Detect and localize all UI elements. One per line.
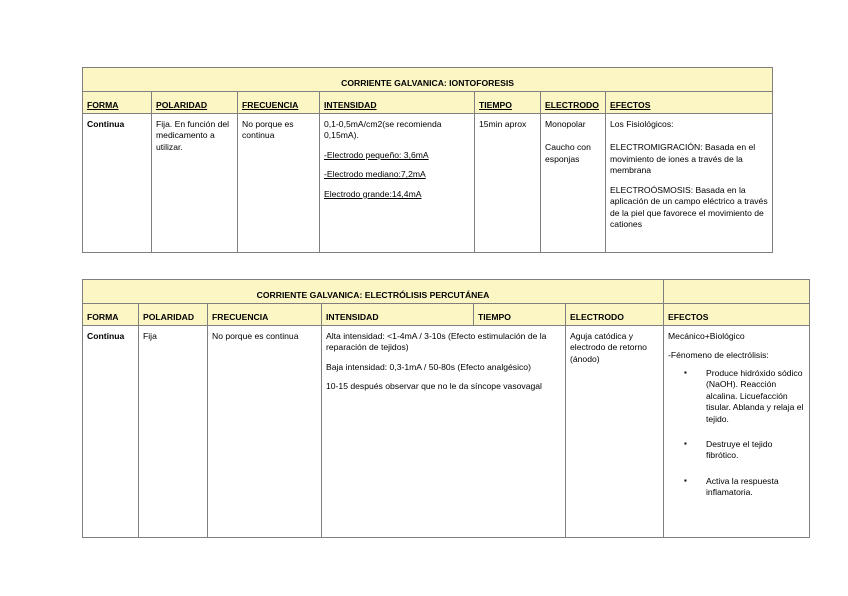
electrodo-material: Caucho con esponjas (545, 142, 591, 164)
header-polaridad: POLARIDAD (152, 92, 238, 114)
iontoforesis-table (82, 67, 773, 253)
intensidad-electrodo-pequeno: -Electrodo pequeño: 3,6mA (324, 149, 429, 160)
cell-electrodo (541, 114, 606, 253)
cell-electrodo: Aguja catódica y electrodo de retorno (ánodo) (566, 326, 664, 538)
cell-frecuencia: No porque es continua (208, 326, 322, 538)
efectos-intro: Los Fisiológicos: (610, 119, 674, 129)
title-blank-cell (664, 280, 810, 304)
cell-efectos (664, 326, 810, 538)
intensidad-electrodo-grande: Electrodo grande:14,4mA (324, 188, 422, 199)
header-intensidad: INTENSIDAD (322, 304, 474, 326)
electrolisis-table (82, 279, 810, 538)
table-title: CORRIENTE GALVANICA: ELECTRÓLISIS PERCUTÁNEA (83, 280, 664, 304)
cell-intensidad (322, 326, 566, 538)
electrodo-tipo: Monopolar (545, 119, 586, 129)
cell-forma: Continua (83, 114, 152, 253)
header-tiempo: TIEMPO (474, 304, 566, 326)
cell-tiempo: 15min aprox (475, 114, 541, 253)
list-item: ▪ Produce hidróxido sódico (NaOH). Reacción alcalina. Licuefacción tisular. Ablanda y relaja el tejido. (680, 368, 805, 425)
header-polaridad: POLARIDAD (139, 304, 208, 326)
header-tiempo: TIEMPO (475, 92, 541, 114)
cell-frecuencia: No porque es continua (238, 114, 320, 253)
list-item: ▪ Destruye el tejido fibrótico. (680, 439, 805, 462)
cell-polaridad: Fija. En función del medicamento a utilizar. (152, 114, 238, 253)
cell-polaridad: Fija (139, 326, 208, 538)
intensidad-range: 0,1-0,5mA/cm2(se recomienda 0,15mA). (324, 119, 442, 141)
efecto-electromigracion: ELECTROMIGRACIÓN: Basada en el movimiento de iones a través de la membrana (610, 142, 756, 176)
header-intensidad: INTENSIDAD (320, 92, 475, 114)
cell-efectos (606, 114, 773, 253)
intensidad-electrodo-mediano: -Electrodo mediano:7,2mA (324, 169, 426, 180)
header-frecuencia: FRECUENCIA (238, 92, 320, 114)
header-forma: FORMA (83, 304, 139, 326)
efectos-list (668, 368, 805, 499)
header-frecuencia: FRECUENCIA (208, 304, 322, 326)
table-title: CORRIENTE GALVANICA: IONTOFORESIS (83, 68, 773, 92)
header-efectos: EFECTOS (606, 92, 773, 114)
intensidad-baja: Baja intensidad: 0,3-1mA / 50-80s (Efecto analgésico) (326, 361, 531, 372)
header-electrodo: ELECTRODO (541, 92, 606, 114)
intensidad-nota: 10-15 después observar que no le da síncope vasovagal (326, 381, 542, 392)
cell-intensidad (320, 114, 475, 253)
cell-forma: Continua (83, 326, 139, 538)
header-forma: FORMA (83, 92, 152, 114)
efectos-fenomeno: -Fénomeno de electrólisis: (668, 350, 769, 361)
efecto-electroosmosis: ELECTROÓSMOSIS: Basada en la aplicación de un campo eléctrico a través de la piel que favorece el movimiento de cationes (610, 184, 768, 229)
efectos-tipo: Mecánico+Biológico (668, 331, 745, 341)
header-efectos: EFECTOS (664, 304, 810, 326)
header-electrodo: ELECTRODO (566, 304, 664, 326)
intensidad-alta: Alta intensidad: <1-4mA / 3-10s (Efecto estimulación de la reparación de tejidos) (326, 331, 547, 353)
list-item: ▪ Activa la respuesta inflamatoria. (680, 476, 805, 499)
